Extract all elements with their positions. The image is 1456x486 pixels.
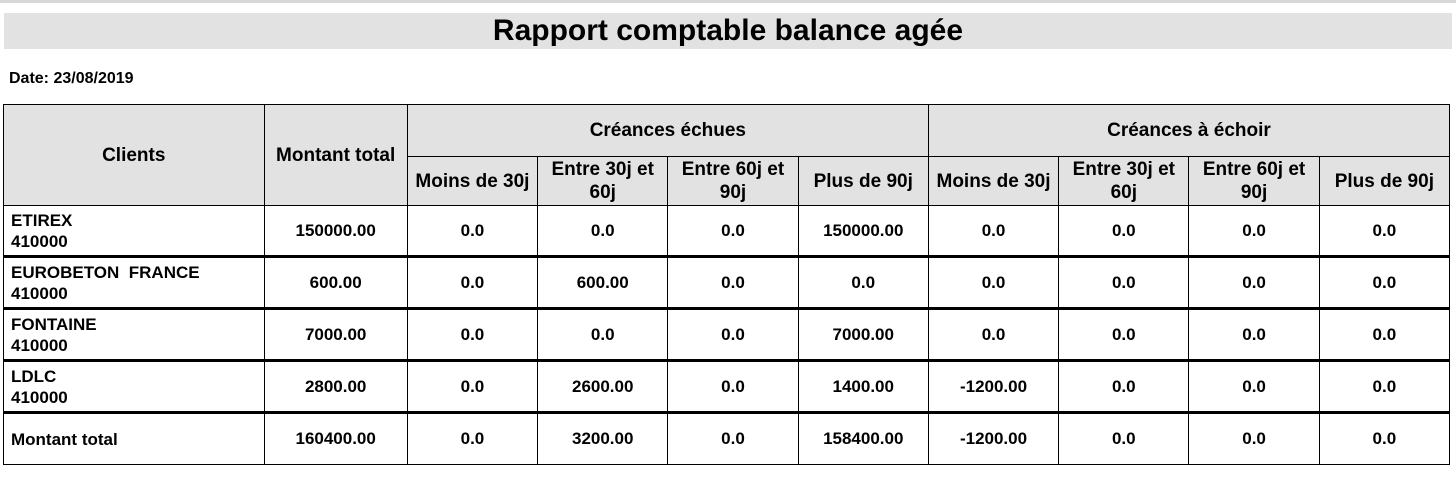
montant-total-cell: 600.00: [264, 257, 407, 309]
client-cell: [4, 361, 265, 413]
echoir-moins-30j-cell: 0.0: [928, 309, 1058, 361]
total-montant-cell: 160400.00: [264, 413, 407, 465]
echoir-moins-30j-cell: -1200.00: [928, 361, 1058, 413]
table-row: [4, 206, 1450, 257]
echues-30-60j-cell: 0.0: [538, 309, 668, 361]
echues-30-60j-cell: 600.00: [538, 257, 668, 309]
echues-30-60j-cell: 0.0: [538, 206, 668, 257]
total-row: [4, 413, 1450, 465]
montant-total-cell: 150000.00: [264, 206, 407, 257]
echues-plus-90j-cell: 7000.00: [798, 309, 928, 361]
total-echues-plus-90j-cell: 158400.00: [798, 413, 928, 465]
total-echues-moins-30j-cell: 0.0: [407, 413, 537, 465]
aged-balance-table: [3, 104, 1450, 465]
echues-60-90j-cell: 0.0: [668, 309, 798, 361]
echues-30-60j-cell: 2600.00: [538, 361, 668, 413]
echoir-30-60j-cell: 0.0: [1059, 206, 1189, 257]
echoir-30-60j-cell: 0.0: [1059, 309, 1189, 361]
echoir-moins-30j-cell: 0.0: [928, 206, 1058, 257]
montant-total-cell: 2800.00: [264, 361, 407, 413]
header-echoir-30-60j: Entre 30j et 60j: [1059, 157, 1189, 206]
echoir-60-90j-cell: 0.0: [1189, 206, 1319, 257]
echoir-plus-90j-cell: 0.0: [1319, 206, 1449, 257]
table-row: [4, 361, 1450, 413]
client-cell: [4, 206, 265, 257]
client-account: 410000: [11, 283, 68, 303]
client-name: EUROBETON FRANCE: [11, 262, 200, 282]
echoir-plus-90j-cell: 0.0: [1319, 361, 1449, 413]
total-echues-30-60j-cell: 3200.00: [538, 413, 668, 465]
echoir-moins-30j-cell: 0.0: [928, 257, 1058, 309]
echues-moins-30j-cell: 0.0: [407, 257, 537, 309]
echues-plus-90j-cell: 1400.00: [798, 361, 928, 413]
echoir-30-60j-cell: 0.0: [1059, 361, 1189, 413]
top-divider: [0, 0, 1456, 3]
date-value: 23/08/2019: [53, 70, 134, 87]
total-echues-60-90j-cell: 0.0: [668, 413, 798, 465]
table-row: [4, 309, 1450, 361]
total-echoir-plus-90j-cell: 0.0: [1319, 413, 1449, 465]
date-label: Date:: [9, 70, 50, 87]
header-creances-a-echoir: Créances à échoir: [928, 105, 1449, 157]
echues-60-90j-cell: 0.0: [668, 361, 798, 413]
report-title: Rapport comptable balance agée: [4, 13, 1452, 49]
echues-plus-90j-cell: 150000.00: [798, 206, 928, 257]
echues-60-90j-cell: 0.0: [668, 206, 798, 257]
client-account: 410000: [11, 231, 68, 251]
header-echoir-plus-90j: Plus de 90j: [1319, 157, 1449, 206]
echues-60-90j-cell: 0.0: [668, 257, 798, 309]
echoir-30-60j-cell: 0.0: [1059, 257, 1189, 309]
header-echues-moins-30j: Moins de 30j: [407, 157, 537, 206]
header-echoir-60-90j: Entre 60j et 90j: [1189, 157, 1319, 206]
echoir-60-90j-cell: 0.0: [1189, 361, 1319, 413]
echues-moins-30j-cell: 0.0: [407, 309, 537, 361]
header-creances-echues: Créances échues: [407, 105, 928, 157]
header-echues-30-60j: Entre 30j et 60j: [538, 157, 668, 206]
table-row: [4, 257, 1450, 309]
client-name: LDLC: [11, 366, 57, 386]
echoir-60-90j-cell: 0.0: [1189, 309, 1319, 361]
total-echoir-60-90j-cell: 0.0: [1189, 413, 1319, 465]
client-cell: [4, 257, 265, 309]
header-clients: Clients: [4, 105, 265, 206]
header-montant-total: Montant total: [264, 105, 407, 206]
total-echoir-30-60j-cell: 0.0: [1059, 413, 1189, 465]
echoir-60-90j-cell: 0.0: [1189, 257, 1319, 309]
echues-moins-30j-cell: 0.0: [407, 206, 537, 257]
client-name: ETIREX: [11, 210, 73, 230]
montant-total-cell: 7000.00: [264, 309, 407, 361]
total-label: Montant total: [4, 413, 265, 465]
header-echoir-moins-30j: Moins de 30j: [928, 157, 1058, 206]
echoir-plus-90j-cell: 0.0: [1319, 309, 1449, 361]
echoir-plus-90j-cell: 0.0: [1319, 257, 1449, 309]
client-account: 410000: [11, 387, 68, 407]
header-echues-plus-90j: Plus de 90j: [798, 157, 928, 206]
echues-plus-90j-cell: 0.0: [798, 257, 928, 309]
total-echoir-moins-30j-cell: -1200.00: [928, 413, 1058, 465]
client-cell: [4, 309, 265, 361]
report-date: [9, 70, 134, 88]
client-name: FONTAINE: [11, 314, 97, 334]
header-echues-60-90j: Entre 60j et 90j: [668, 157, 798, 206]
echues-moins-30j-cell: 0.0: [407, 361, 537, 413]
client-account: 410000: [11, 335, 68, 355]
